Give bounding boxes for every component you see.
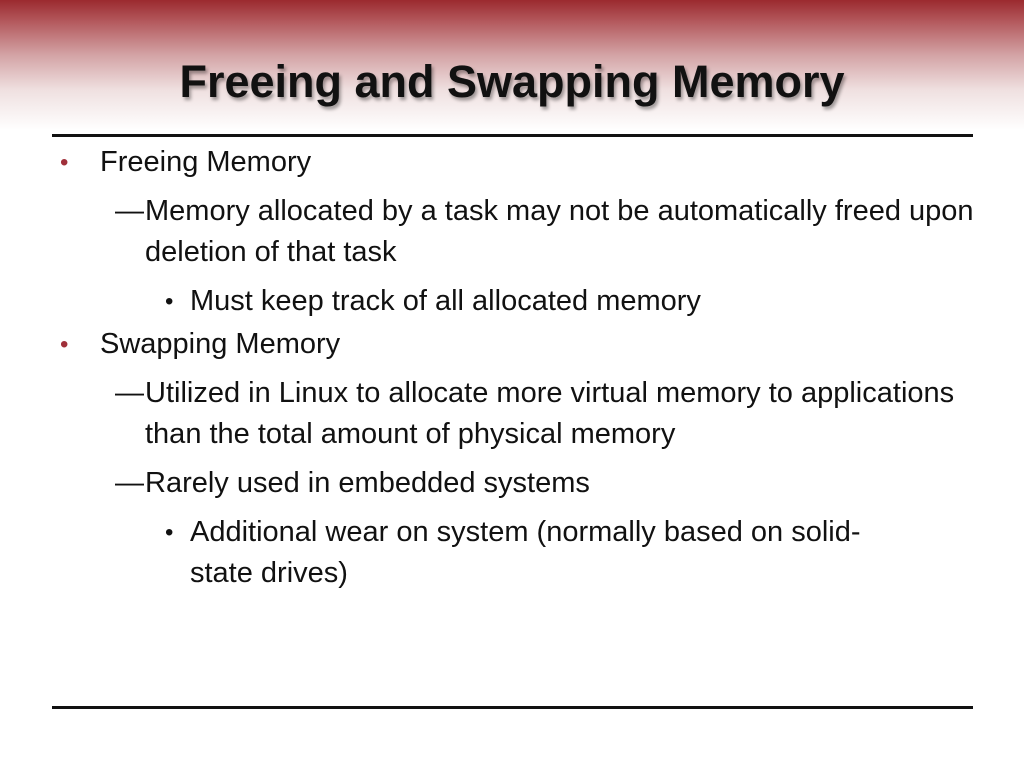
dash-marker: — [115,377,144,409]
sub-bullet-text: Memory allocated by a task may not be automatically freed upon deletion of that task [145,195,974,268]
dash-marker: — [115,195,144,227]
dash-marker: — [115,467,144,499]
small-bullet-marker: • [165,519,174,546]
title-divider-top [52,134,973,137]
footer-divider-bottom [52,706,973,709]
slide-body [0,140,1024,594]
slide-title: Freeing and Swapping Memory [179,56,845,107]
sub-bullet-memory-allocated [0,191,975,273]
small-bullet-marker: • [165,288,174,315]
sub-sub-bullet-keep-track [0,281,890,322]
bullet-marker: • [60,331,69,358]
bullet-text: Freeing Memory [100,146,312,178]
sub-sub-bullet-text: Must keep track of all allocated memory [190,285,701,317]
sub-bullet-text: Utilized in Linux to allocate more virtual memory to applications than the total amount of physical memory [145,377,955,450]
sub-bullet-text: Rarely used in embedded systems [145,467,590,499]
bullet-swapping-memory [0,324,1024,365]
sub-bullet-rarely-used [0,463,975,504]
bullet-text: Swapping Memory [100,328,341,360]
bullet-marker: • [60,149,69,176]
sub-sub-bullet-additional-wear [0,512,890,594]
bullet-freeing-memory [0,142,1024,183]
sub-sub-bullet-text: Additional wear on system (normally based on solid-state drives) [190,516,861,589]
sub-bullet-utilized-linux [0,373,975,455]
